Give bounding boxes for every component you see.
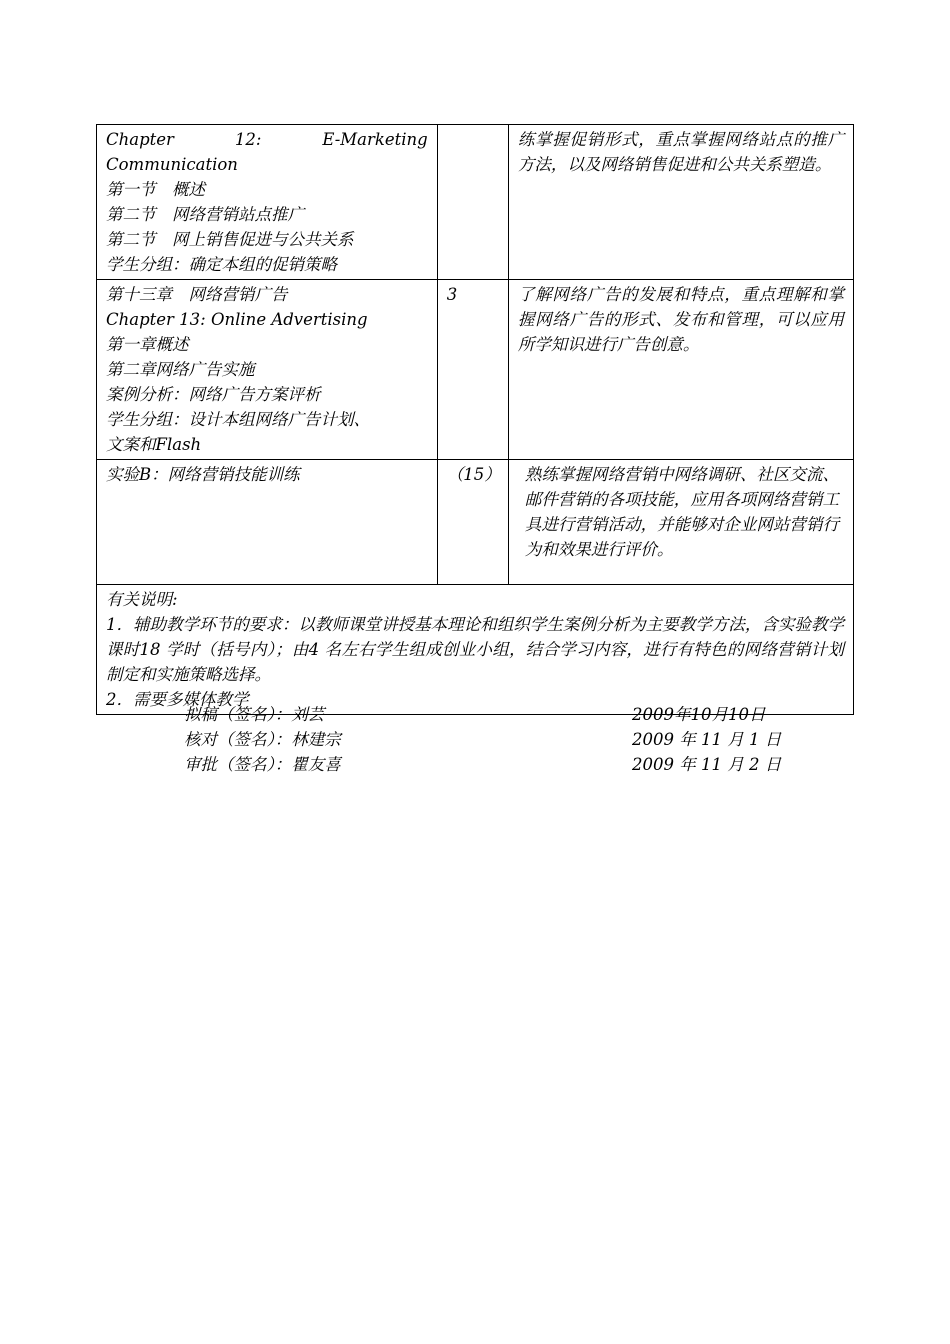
signature-label: 核对（签名）：林建宗 xyxy=(184,730,341,749)
table-row xyxy=(97,125,854,280)
chapter-line: Chapter 13: Online Advertising xyxy=(106,310,368,329)
objective-cell: 了解网络广告的发展和特点，重点理解和掌握网络广告的形式、发布和管理，可以应用所学知识进行广告创意。 xyxy=(508,280,853,460)
signature-row xyxy=(96,702,854,727)
chapter-name: E-Marketing xyxy=(322,130,428,149)
chapter-line: 第二节 网上销售促进与公共关系 xyxy=(106,230,354,249)
chapter-line: 第一章概述 xyxy=(106,335,189,354)
hours-cell xyxy=(437,125,508,280)
signature-label: 拟稿（签名）：刘芸 xyxy=(184,705,325,724)
table-row xyxy=(97,460,854,585)
chapter-title-line xyxy=(106,127,428,152)
notes-item-2: 2．需要多媒体教学 xyxy=(106,690,249,709)
table-row xyxy=(97,280,854,460)
signature-row xyxy=(96,727,854,752)
chapter-line: 第二节 网络营销站点推广 xyxy=(106,205,304,224)
chapter-line: 第一节 概述 xyxy=(106,180,205,199)
chapter-cell xyxy=(97,280,438,460)
notes-row xyxy=(97,585,854,715)
objective-cell: 熟练掌握网络营销中网络调研、社区交流、邮件营销的各项技能，应用各项网络营销工具进行营销活动，并能够对企业网站营销行为和效果进行评价。 xyxy=(508,460,853,585)
chapter-line: 学生分组：确定本组的促销策略 xyxy=(106,255,337,274)
chapter-number: 12: xyxy=(234,130,262,149)
signature-date: 2009 年 11 月 1 日 xyxy=(632,730,782,749)
signature-row xyxy=(96,752,854,777)
chapter-word: Chapter xyxy=(106,130,174,149)
signature-label: 审批（签名）：瞿友喜 xyxy=(184,755,341,774)
notes-cell xyxy=(97,585,854,715)
signature-date: 2009年10月10日 xyxy=(632,705,766,724)
chapter-line: Communication xyxy=(106,155,238,174)
notes-heading: 有关说明: xyxy=(106,590,178,609)
signature-block xyxy=(96,702,854,777)
chapter-line: 第二章网络广告实施 xyxy=(106,360,255,379)
syllabus-table xyxy=(96,124,854,715)
chapter-line: 第十三章 网络营销广告 xyxy=(106,285,288,304)
notes-item-1: 1．辅助教学环节的要求：以教师课堂讲授基本理论和组织学生案例分析为主要教学方法，含实验教学课时18 学时（括号内）；由4 名左右学生组成创业小组，结合学习内容，进行有特色的网络营销计划制定和实施策略选择。 xyxy=(106,615,844,684)
hours-cell: （15） xyxy=(437,460,508,585)
objective-cell: 练掌握促销形式，重点掌握网络站点的推广方法，以及网络销售促进和公共关系塑造。 xyxy=(508,125,853,280)
chapter-line: 学生分组：设计本组网络广告计划、 xyxy=(106,410,370,429)
chapter-line: 文案和Flash xyxy=(106,435,202,454)
chapter-line: 案例分析：网络广告方案评析 xyxy=(106,385,321,404)
chapter-cell xyxy=(97,125,438,280)
chapter-line: 实验B：网络营销技能训练 xyxy=(106,465,300,484)
hours-cell: 3 xyxy=(437,280,508,460)
chapter-cell xyxy=(97,460,438,585)
signature-date: 2009 年 11 月 2 日 xyxy=(632,755,782,774)
